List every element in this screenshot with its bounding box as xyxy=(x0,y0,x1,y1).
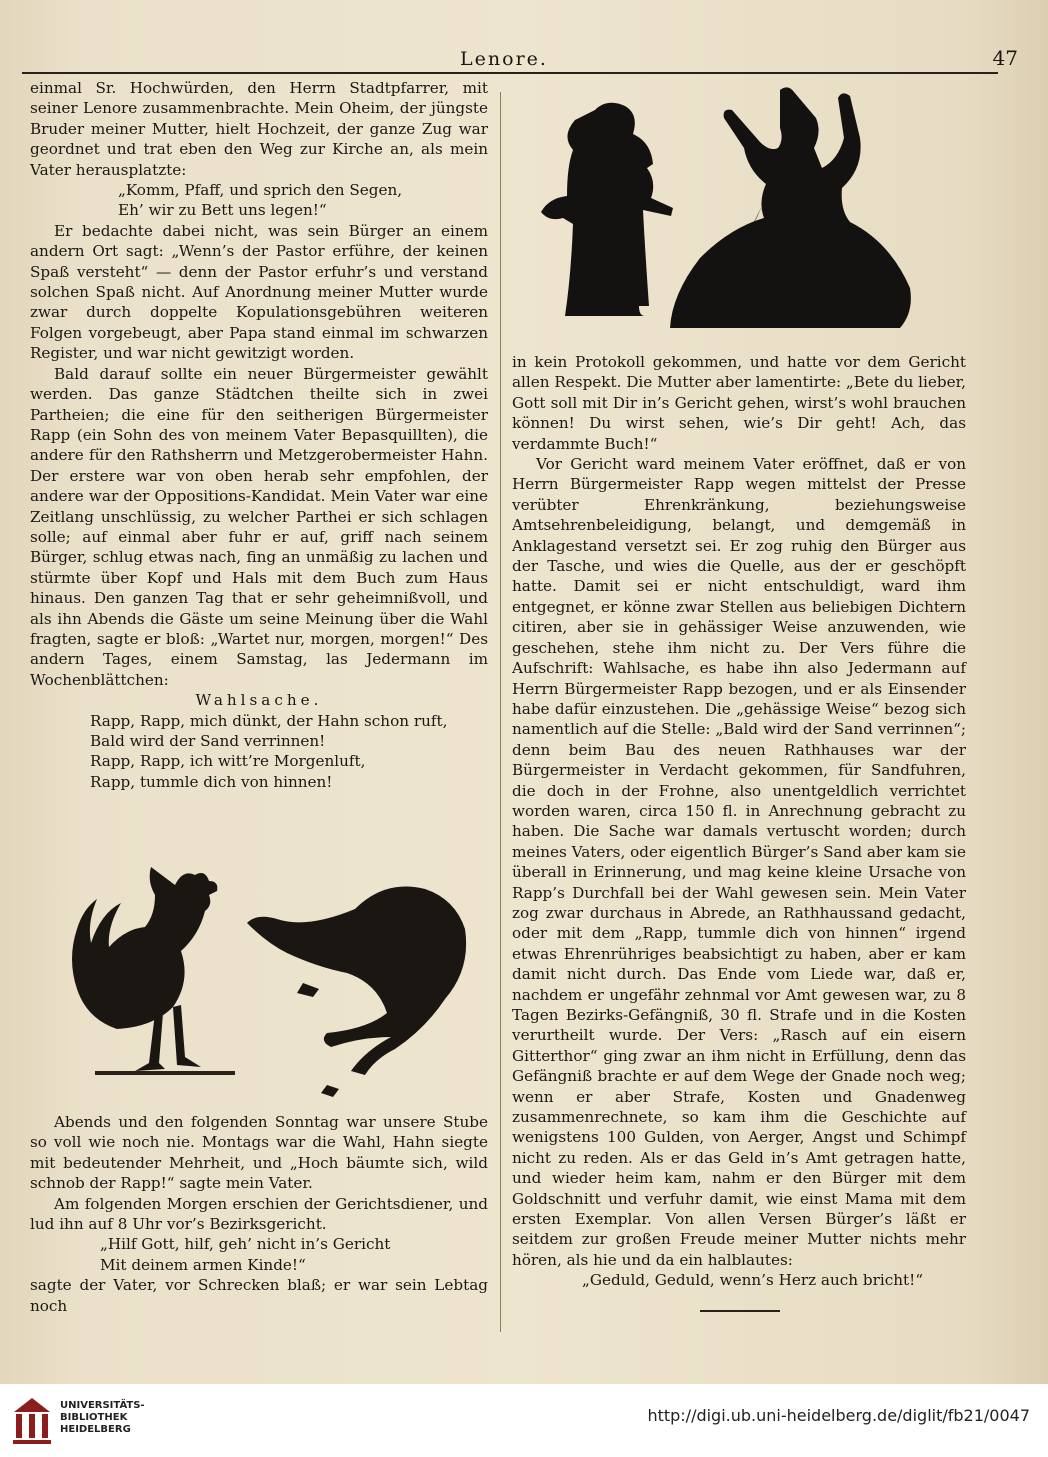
paragraph: Abends und den folgenden Sonntag war unsere Stube so voll wie noch nie. Montags war die Wahl, Hahn siegte mit bedeutender Mehrheit, und „Hoch bäumte sich, wild schnob der Rapp!“ sagte mein Vater. xyxy=(30,1113,488,1193)
paragraph: Rapp, Rapp, mich dünkt, der Hahn schon ruft, xyxy=(90,711,448,730)
paragraph: Wahlsache. xyxy=(195,691,323,710)
paragraph: „Komm, Pfaff, und sprich den Segen, xyxy=(118,181,403,200)
paragraph: Bald darauf sollte ein neuer Bürgermeister gewählt werden. Das ganze Städtchen theilte sich in zwei Partheien; die eine für den seitherigen Bürgermeister Rapp (ein Sohn des von meinem Vater Bepasquillten), die andere für den Rathsherrn und Metzgerobermeister Hahn. Der erstere war von oben herab sehr empfohlen, der andere war der Oppositions-Kandidat. Mein Vater war eine Zeitlang unschlüssig, zu welcher Parthei er sich schlagen solle; auf einmal aber fuhr er auf, griff nach seinem Bürger, schlug etwas nach, fing an unmäßig zu lachen und stürmte über Kopf und Hals mit dem Buch zum Haus hinaus. Den ganzen Tag that er sehr geheimnißvoll, und als ihn Abends die Gäste um seine Meinung über die Wahl fragten, sagte er bloß: „Wartet nur, morgen, morgen!“ Des andern Tages, einem Samstag, las Jedermann im Wochenblättchen: xyxy=(30,364,488,689)
left-column-text-bottom xyxy=(30,1112,488,1316)
paragraph: einmal Sr. Hochwürden, den Herrn Stadtpfarrer, mit seiner Lenore zusammenbrachte. Mein Oheim, der jüngste Bruder meiner Mutter, hielt Hochzeit, der ganze Zug war geordnet und trat eben den Weg zur Kirche an, als mein Vater herausplatzte: xyxy=(30,79,488,179)
header-rule xyxy=(22,72,998,74)
end-rule xyxy=(700,1310,780,1312)
paragraph: „Hilf Gott, hilf, geh’ nicht in’s Gericht xyxy=(100,1235,391,1254)
paragraph: Rapp, Rapp, ich witt’re Morgenluft, xyxy=(90,752,366,771)
source-url-link[interactable]: http://digi.ub.uni-heidelberg.de/diglit/fb21/0047 xyxy=(647,1406,1030,1425)
library-name-line2: BIBLIOTHEK xyxy=(60,1412,128,1423)
paragraph: Am folgenden Morgen erschien der Gerichtsdiener, und lud ihn auf 8 Uhr vor’s Bezirksgericht. xyxy=(30,1194,488,1234)
silhouette-illustration-rooster-and-horse xyxy=(55,845,490,1110)
column-separator xyxy=(500,92,501,1332)
left-column-text xyxy=(30,78,488,792)
library-name-line1: UNIVERSITÄTS- xyxy=(60,1400,145,1411)
silhouette-illustration-two-women xyxy=(525,82,965,348)
right-column-text xyxy=(512,352,966,1291)
footer-bar xyxy=(0,1384,1048,1457)
library-name xyxy=(60,1400,145,1436)
library-name-line3: HEIDELBERG xyxy=(60,1424,131,1435)
paragraph: Mit deinem armen Kinde!“ xyxy=(100,1255,306,1274)
paragraph: Vor Gericht ward meinem Vater eröffnet, daß er von Herrn Bürgermeister Rapp wegen mittelst der Presse verübter Ehrenkränkung, beziehungsweise Amtsehrenbeleidigung, belangt, und demgemäß in Anklagestand versetzt sei. Er zog ruhig den Bürger aus der Tasche, und wies die Quelle, aus der er geschöpft hatte. Damit sei er nicht entschuldigt, ward ihm entgegnet, er könne zwar Stellen aus beliebigen Dichtern citiren, aber sie in gehässiger Weise anzuwenden, wie geschehen, stehe ihm nicht zu. Der Vers führe die Aufschrift: Wahlsache, es habe ihn also Jedermann auf Herrn Bürgermeister Rapp bezogen, und er als Einsender habe dafür einzustehen. Die „gehässige Weise“ bezog sich namentlich auf die Stelle: „Bald wird der Sand verrinnen“; denn beim Bau des neuen Rathhauses war der Bürgermeister in Verdacht gekommen, für Sandfuhren, die doch in der Frohne, also unentgeldlich verrichtet worden waren, circa 150 fl. in Anrechnung gebracht zu haben. Die Sache war damals vertuscht worden; durch meines Vaters, oder eigentlich Bürger’s Sand aber kam sie überall in Erinnerung, und mag keine kleine Ursache von Rapp’s Durchfall bei der Wahl gewesen sein. Mein Vater zog zwar durchaus in Abrede, an Rathhaussand gedacht, oder mit dem „Rapp, tummle dich von hinnen“ irgend etwas Ehrenrühriges beabsichtigt zu haben, aber er kam damit nicht durch. Das Ende vom Liede war, daß er, nachdem er ungefähr zehnmal vor Amt gewesen war, zu 8 Tagen Bezirks-Gefängniß, 30 fl. Strafe und in die Kosten verurtheilt wurde. Der Vers: „Rasch auf ein eisern Gitterthor“ ging zwar an ihm nicht in Erfüllung, denn das Gefängniß brachte er auf dem Wege der Gnade noch weg; wenn er aber Strafe, Kosten und Gnadenweg zusammenrechnete, so kam ihm die Geschichte auf wenigstens 100 Gulden, von Aerger, Angst und Schimpf nicht zu reden. Als er das Geld in’s Amt getragen hatte, und wieder heim kam, nahm er den Bürger mit dem Goldschnitt und verfuhr damit, wie einst Mama mit dem ersten Exemplar. Von allen Versen Bürger’s läßt er seitdem zur großen Freude meiner Mutter nichts mehr hören, als hie und da ein halblautes: xyxy=(512,455,966,1269)
paragraph: Eh’ wir zu Bett uns legen!“ xyxy=(118,201,327,220)
page-title: Lenore. xyxy=(460,48,548,70)
paragraph: Bald wird der Sand verrinnen! xyxy=(90,732,326,750)
university-library-logo-icon xyxy=(10,1392,54,1448)
page-number: 47 xyxy=(992,46,1018,70)
paragraph: sagte der Vater, vor Schrecken blaß; er war sein Lebtag noch xyxy=(30,1276,488,1315)
paragraph: „Geduld, Geduld, wenn’s Herz auch bricht!“ xyxy=(582,1271,923,1290)
paragraph: Er bedachte dabei nicht, was sein Bürger an einem andern Ort sagt: „Wenn’s der Pastor erführe, der keinen Spaß versteht“ — denn der Pastor erfuhr’s und verstand solchen Spaß nicht. Auf Anordnung meiner Mutter wurde zwar durch doppelte Kopulationsgebühren weiteren Folgen vorgebeugt, aber Papa stand einmal im schwarzen Register, und war nicht gewitzigt worden. xyxy=(30,221,488,363)
paragraph: in kein Protokoll gekommen, und hatte vor dem Gericht allen Respekt. Die Mutter aber lamentirte: „Bete du lieber, Gott soll mit Dir in’s Gericht gehen, wirst’s wohl brauchen können! Du wirst sehen, wie’s Dir geht! Ach, das verdammte Buch!“ xyxy=(512,353,967,453)
paragraph: Rapp, tummle dich von hinnen! xyxy=(90,772,333,791)
page-header xyxy=(20,44,1018,74)
